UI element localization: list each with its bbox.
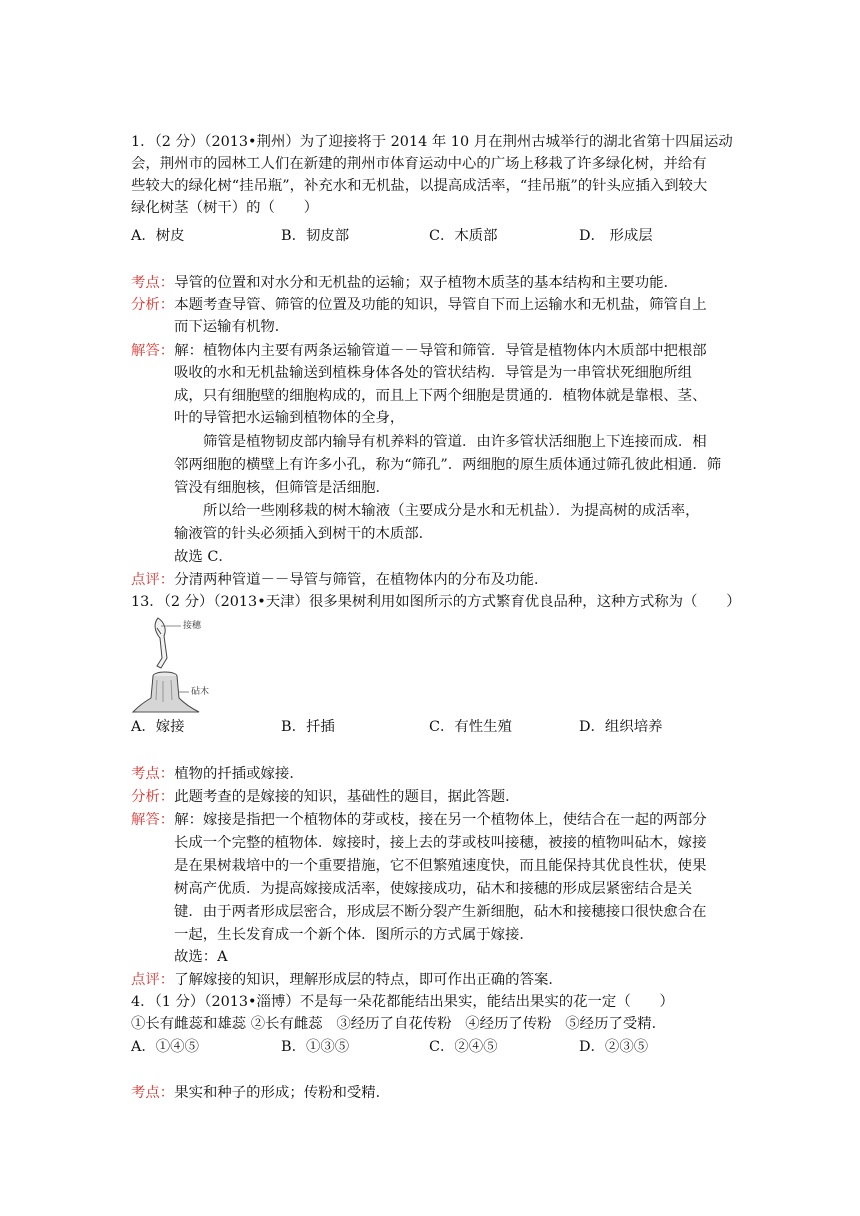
q1-option-c: C．木质部 (429, 228, 498, 244)
q13-option-d: D．组织培养 (579, 719, 663, 735)
q1-kaodian (131, 272, 678, 295)
q4-option-b: B．①③⑤ (281, 1039, 350, 1055)
q1-kaodian-text: 导管的位置和对水分和无机盐的运输；双子植物木质茎的基本结构和主要功能． (174, 275, 678, 291)
q13-kaodian-text: 植物的扦插或嫁接． (174, 766, 304, 782)
q4-kaodian-text: 果实和种子的形成；传粉和受精． (174, 1085, 391, 1101)
q4-option-c: C．②④⑤ (429, 1039, 498, 1055)
q1-fenxi (131, 294, 707, 317)
q13-dianping (131, 969, 563, 992)
q13-dianping-text: 了解嫁接的知识，理解形成层的特点，即可作出正确的答案． (174, 972, 563, 988)
q1-jieda-p3-1: 所以给一些刚移栽的树木输液（主要成分是水和无机盐）．为提高树的成活率， (203, 503, 700, 519)
q1-option-a: A．树皮 (131, 228, 185, 244)
q13-option-b: B．扦插 (281, 719, 335, 735)
q13-option-a: A．嫁接 (131, 719, 185, 735)
q1-fenxi-text-1: 本题考查导管、筛管的位置及功能的知识，导管自下而上运输水和无机盐，筛管自上 (174, 297, 707, 313)
q1-stem-line-3: 些较大的绿化树“挂吊瓶”，补充水和无机盐，以提高成活率，“挂吊瓶”的针头应插入到较大 (131, 178, 708, 194)
q4-items: ①长有雌蕊和雄蕊 ②长有雌蕊 ③经历了自花传粉 ④经历了传粉 ⑤经历了受精． (131, 1016, 667, 1032)
kaodian-label: 考点： (131, 275, 175, 291)
q1-jieda (131, 340, 707, 363)
q13-jieda-text-3: 是在果树栽培中的一个重要措施，它不但繁殖速度快，而且能保持其优良性状，使果 (174, 858, 707, 874)
q13-kaodian (131, 763, 304, 786)
q4-option-a: A．①④⑤ (131, 1039, 199, 1055)
q1-jieda-text-1: 解：植物体内主要有两条运输管道－－导管和筛管．导管是植物体内木质部中把根部 (174, 343, 707, 359)
grafting-illustration (131, 614, 231, 714)
q13-option-c: C．有性生殖 (429, 719, 512, 735)
q4-kaodian (131, 1082, 390, 1105)
q1-jieda-text-3: 成，只有细胞壁的细胞构成的，而且上下两个细胞是贯通的．植物体就是靠根、茎、 (174, 388, 707, 404)
q1-jieda-p2-3: 管没有细胞核，但筛管是活细胞． (174, 480, 390, 496)
q13-jieda-text-1: 解：嫁接是指把一个植物体的芽或枝，接在另一个植物体上，使结合在一起的两部分 (174, 812, 707, 828)
q1-fenxi-text-2: 而下运输有机物． (174, 319, 290, 335)
q1-jieda-p3-2: 输液管的针头必须插入到树干的木质部． (174, 526, 434, 542)
figure-label-stock: 砧木 (191, 687, 210, 697)
q13-jieda-text-4: 树高产优质．为提高嫁接成活率，使嫁接成功，砧木和接穗的形成层紧密结合是关 (174, 881, 693, 897)
q1-stem-line-1: 1．（2 分）（2013•荆州）为了迎接将于 2014 年 10 月在荆州古城举行的湖北省第十四届运动 (131, 134, 733, 150)
q1-dianping-text: 分清两种管道－－导管与筛管，在植物体内的分布及功能． (174, 572, 549, 588)
q4-stem: 4．（1 分）（2013•淄博）不是每一朵花都能结出果实，能结出果实的花一定（ ） (131, 994, 674, 1010)
q1-jieda-text-4: 叶的导管把水运输到植物体的全身， (174, 410, 405, 426)
q1-jieda-text-2: 吸收的水和无机盐输送到植株身体各处的管状结构．导管是为一串管状死细胞所组 (174, 365, 693, 381)
q1-option-d: D． 形成层 (579, 228, 653, 244)
jieda-label: 解答： (131, 343, 175, 359)
fenxi-label: 分析： (131, 297, 175, 313)
q13-jieda-text-5: 键．由于两者形成层密合，形成层不断分裂产生新细胞，砧木和接穗接口很快愈合在 (174, 904, 707, 920)
figure-label-scion: 接穗 (183, 621, 202, 631)
q1-dianping (131, 569, 548, 592)
q1-answer: 故选 C． (174, 549, 233, 565)
kaodian-label: 考点： (131, 766, 175, 782)
q1-stem-line-4: 绿化树茎（树干）的（ ） (131, 200, 319, 216)
kaodian-label: 考点： (131, 1085, 175, 1101)
q13-fenxi (131, 786, 520, 809)
q13-answer: 故选：A (174, 949, 228, 965)
q13-fenxi-text: 此题考查的是嫁接的知识，基础性的题目，据此答题． (174, 789, 520, 805)
q13-jieda-text-2: 长成一个完整的植物体．嫁接时，接上去的芽或枝叫接穗，被接的植物叫砧木，嫁接 (174, 835, 707, 851)
q13-jieda (131, 809, 707, 832)
q13-jieda-text-6: 一起，生长发育成一个新个体．图所示的方式属于嫁接． (174, 927, 534, 943)
q1-jieda-p2-1: 筛管是植物韧皮部内输导有机养料的管道．由许多管状活细胞上下连接而成．相 (203, 434, 707, 450)
dianping-label: 点评： (131, 972, 175, 988)
q13-stem: 13．（2 分）（2013•天津）很多果树利用如图所示的方式繁育优良品种，这种方式称为（ ） (131, 594, 741, 610)
q1-option-b: B．韧皮部 (281, 228, 350, 244)
grafting-figure (131, 614, 231, 714)
q1-jieda-p2-2: 邻两细胞的横壁上有许多小孔，称为“筛孔”．两细胞的原生质体通过筛孔彼此相通．筛 (174, 457, 722, 473)
q4-option-d: D．②③⑤ (579, 1039, 649, 1055)
dianping-label: 点评： (131, 572, 175, 588)
q1-stem-line-2: 会，荆州市的园林工人们在新建的荆州市体育运动中心的广场上移栽了许多绿化树，并给有 (131, 156, 707, 172)
fenxi-label: 分析： (131, 789, 175, 805)
jieda-label: 解答： (131, 812, 175, 828)
